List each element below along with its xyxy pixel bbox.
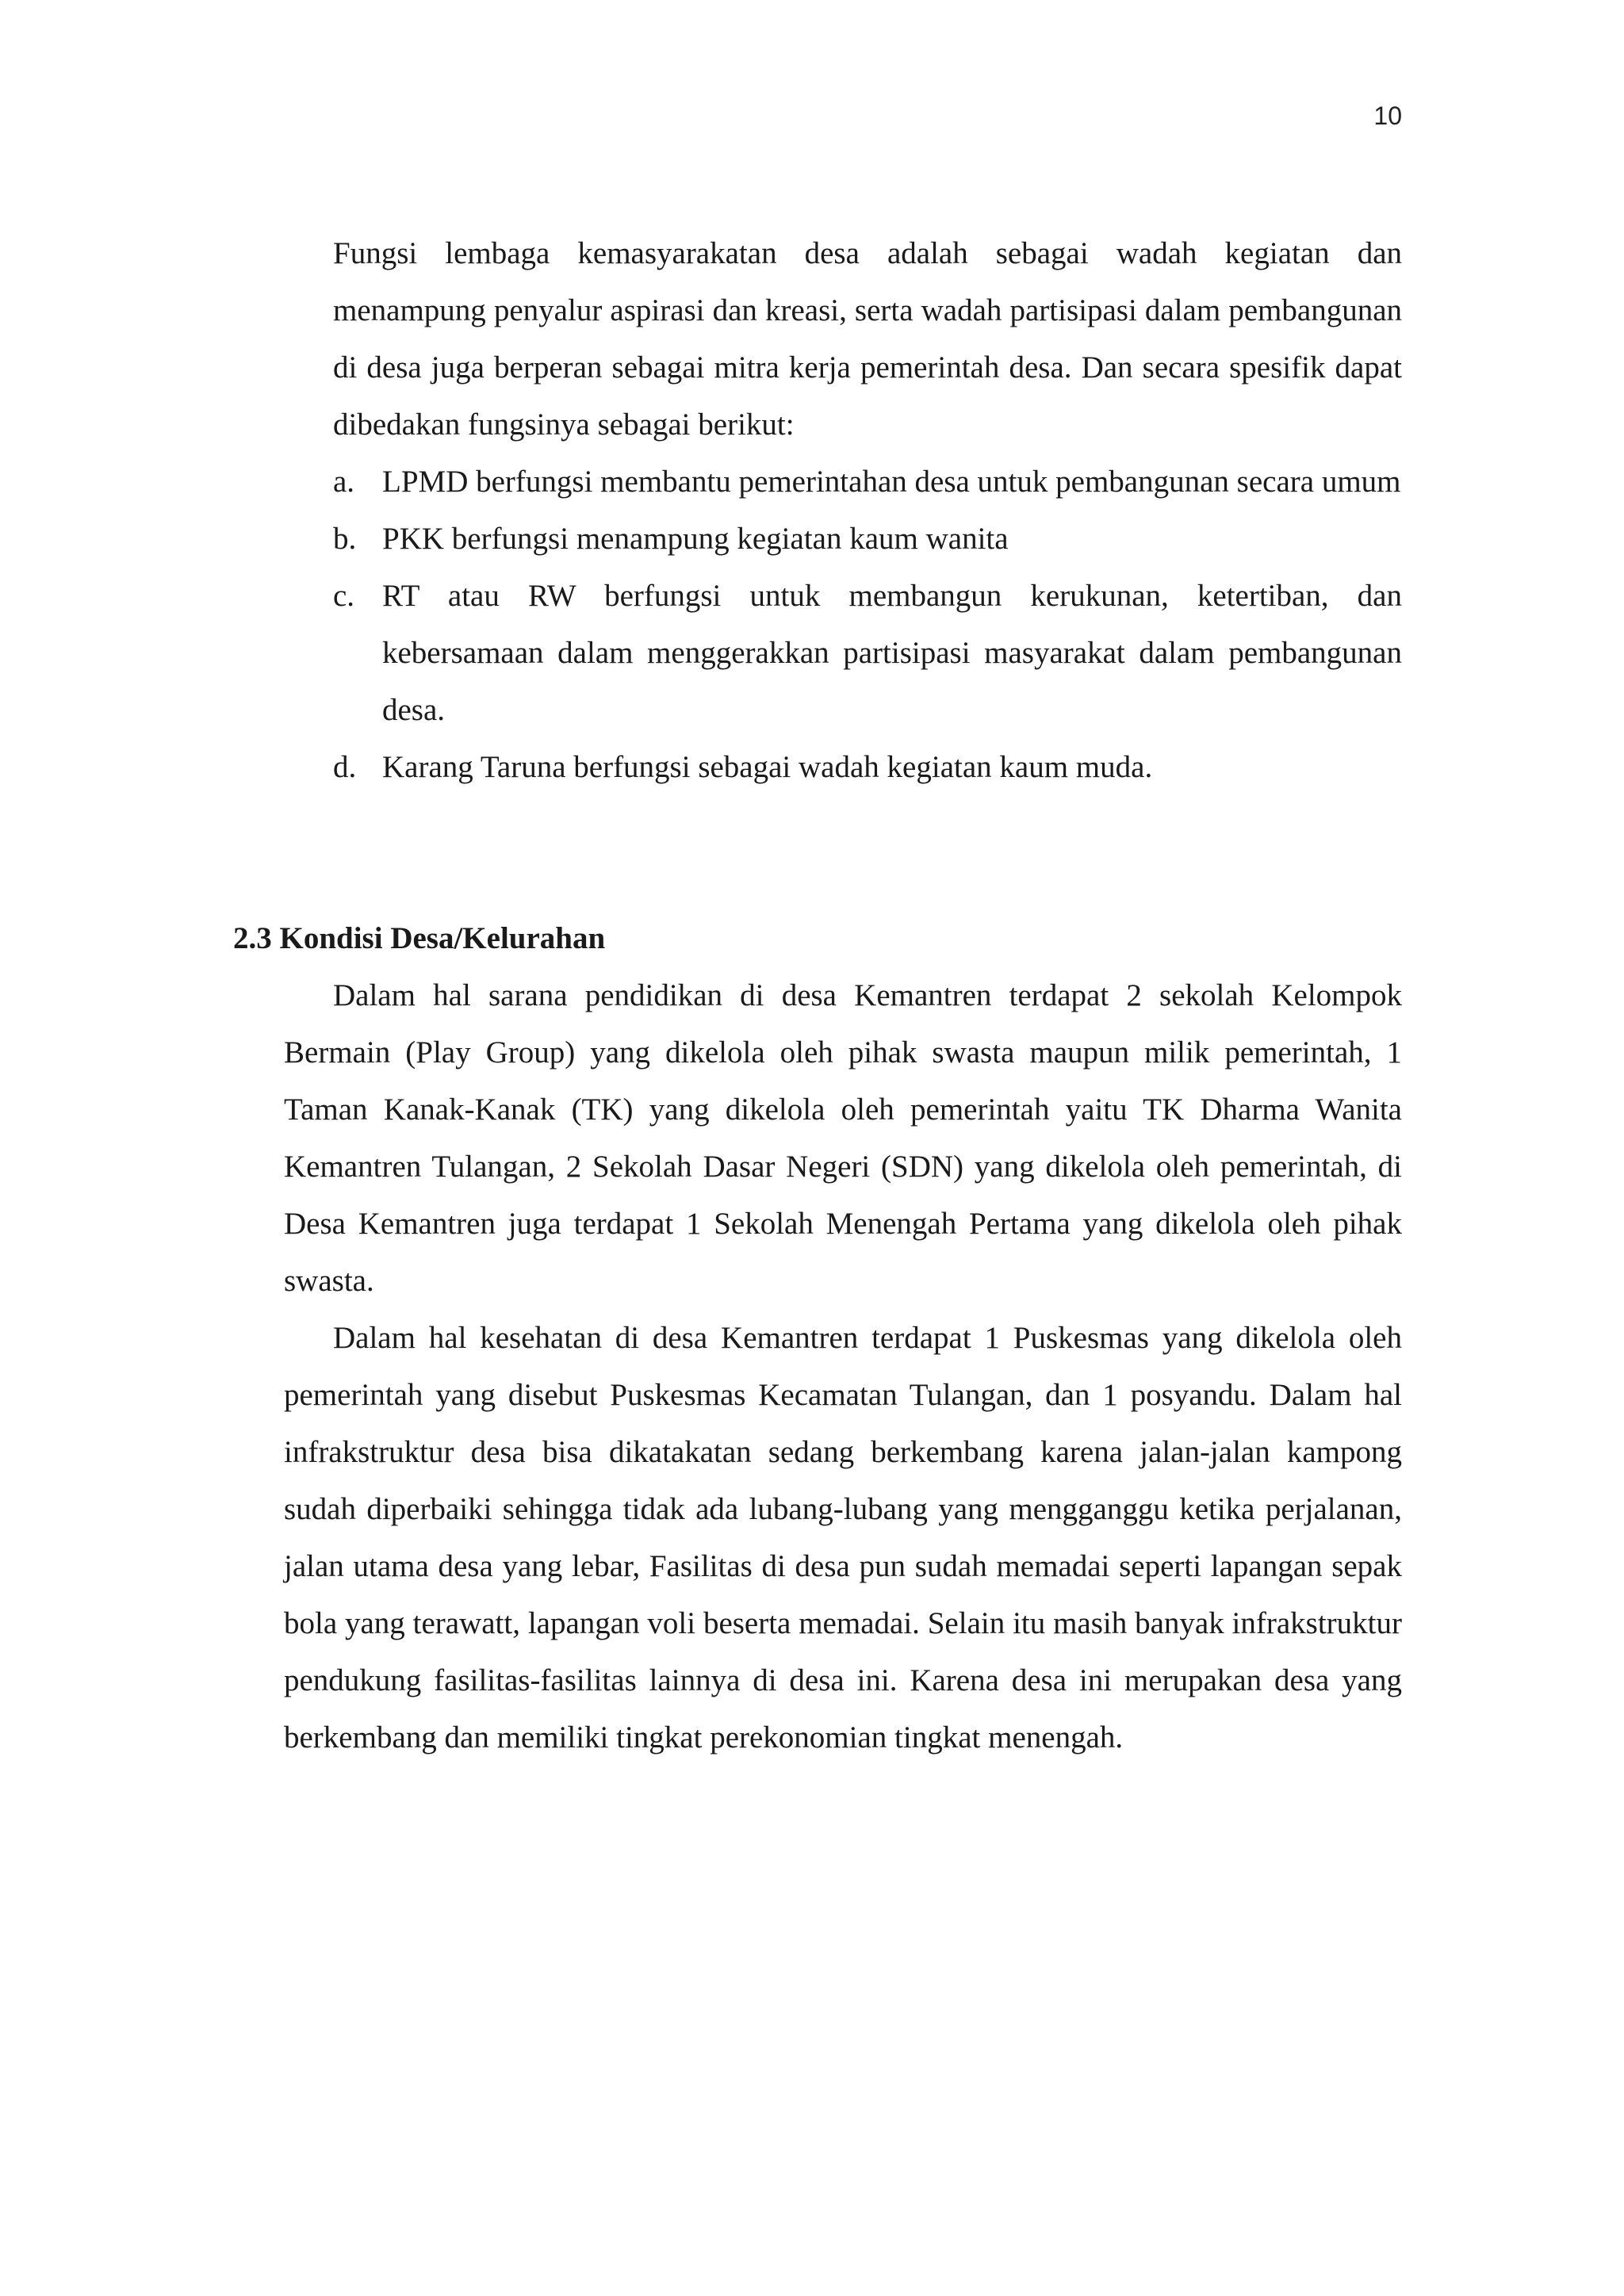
list-marker: a. xyxy=(333,465,355,499)
list-item xyxy=(333,739,1402,796)
list-item-text: Karang Taruna berfungsi sebagai wadah kegiatan kaum muda. xyxy=(382,750,1153,784)
list-item-text: LPMD berfungsi membantu pemerintahan desa untuk pembangunan secara umum xyxy=(382,465,1401,499)
list-item xyxy=(333,568,1402,739)
section-heading: 2.3 Kondisi Desa/Kelurahan xyxy=(233,921,606,955)
list-item xyxy=(333,453,1402,511)
section-paragraph-health-infrastructure: Dalam hal kesehatan di desa Kemantren terdapat 1 Puskesmas yang dikelola oleh pemerintah yang disebut Puskesmas Kecamatan Tulangan, dan 1 posyandu. Dalam hal infrakstruktur desa bisa dikatakatan sedang berkembang karena jalan-jalan kampong sudah diperbaiki sehingga tidak ada lubang-lubang yang mengganggu ketika perjalanan, jalan utama desa yang lebar, Fasilitas di desa pun sudah memadai seperti lapangan sepak bola yang terawatt, lapangan voli beserta memadai. Selain itu masih banyak infrakstruktur pendukung fasilitas-fasilitas lainnya di desa ini. Karena desa ini merupakan desa yang berkembang dan memiliki tingkat perekonomian tingkat menengah. xyxy=(284,1321,1402,1755)
list-item-text: RT atau RW berfungsi untuk membangun kerukunan, ketertiban, dan kebersamaan dalam menggerakkan partisipasi masyarakat dalam pembangunan desa. xyxy=(382,579,1402,727)
list-marker: b. xyxy=(333,522,357,556)
function-list xyxy=(333,453,1402,796)
page-number: 10 xyxy=(1373,101,1402,130)
list-item-text: PKK berfungsi menampung kegiatan kaum wanita xyxy=(382,522,1009,556)
list-marker: c. xyxy=(333,579,355,613)
list-marker: d. xyxy=(333,750,357,784)
intro-paragraph: Fungsi lembaga kemasyarakatan desa adalah sebagai wadah kegiatan dan menampung penyalur aspirasi dan kreasi, serta wadah partisipasi dalam pembangunan di desa juga berperan sebagai mitra kerja pemerintah desa. Dan secara spesifik dapat dibedakan fungsinya sebagai berikut: xyxy=(333,236,1402,442)
list-item xyxy=(333,511,1402,568)
section-paragraph-education: Dalam hal sarana pendidikan di desa Kemantren terdapat 2 sekolah Kelompok Bermain (Play Group) yang dikelola oleh pihak swasta maupun milik pemerintah, 1 Taman Kanak-Kanak (TK) yang dikelola oleh pemerintah yaitu TK Dharma Wanita Kemantren Tulangan, 2 Sekolah Dasar Negeri (SDN) yang dikelola oleh pemerintah, di Desa Kemantren juga terdapat 1 Sekolah Menengah Pertama yang dikelola oleh pihak swasta. xyxy=(284,978,1402,1298)
